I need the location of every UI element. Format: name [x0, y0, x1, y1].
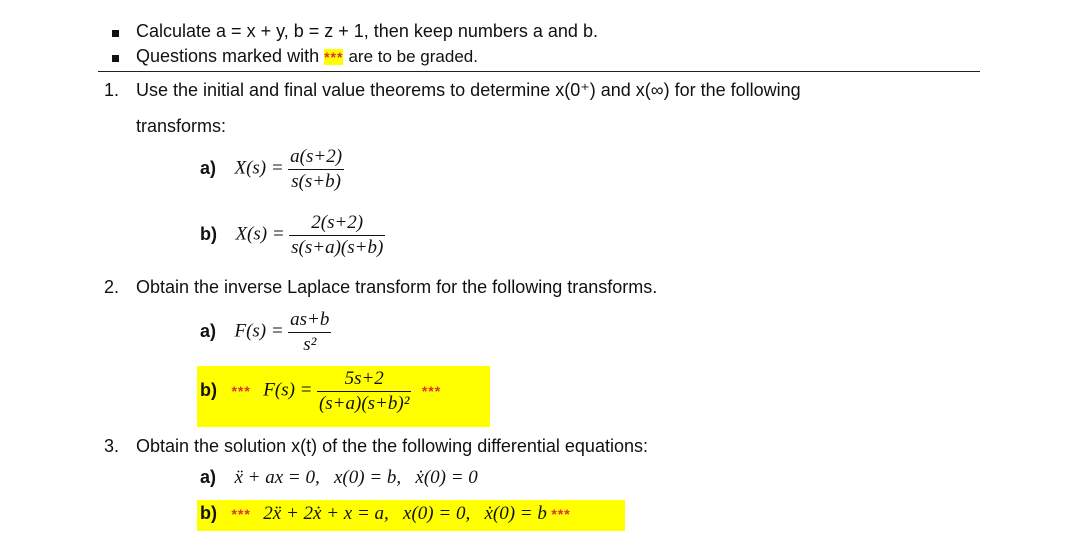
q1-text-continued: transforms:	[136, 116, 227, 136]
graded-suffix: are to be graded.	[348, 47, 478, 66]
q1a-equation	[200, 145, 344, 194]
q2a-numerator: as+b	[290, 309, 330, 330]
q2b-lhs: F(s) =	[263, 379, 313, 401]
q2b-stars-right: ***	[421, 382, 442, 399]
header-divider	[98, 71, 980, 72]
q3-text: Obtain the solution x(t) of the the following differential equations:	[136, 436, 648, 456]
q1-number: 1.	[104, 80, 120, 100]
instruction-calculate: Calculate a = x + y, b = z + 1, then keep numbers a and b.	[136, 21, 598, 41]
q2b-numerator: 5s+2	[344, 368, 384, 389]
instruction-graded	[136, 46, 478, 67]
q3-number: 3.	[104, 436, 120, 456]
q2-number: 2.	[104, 277, 120, 297]
q1b-denominator: s(s+a)(s+b)	[291, 237, 384, 258]
q2a-lhs: F(s) =	[234, 320, 284, 342]
q3a-label: a)	[200, 467, 217, 487]
graded-prefix: Questions marked with	[136, 46, 320, 66]
q3b-equation	[200, 503, 571, 525]
bullet-marker	[112, 55, 119, 62]
q2a-label: a)	[200, 320, 217, 341]
q1a-numerator: a(s+2)	[290, 146, 343, 167]
q1a-lhs: X(s) =	[234, 157, 284, 179]
q1b-label: b)	[200, 223, 217, 244]
q2-text: Obtain the inverse Laplace transform for the following transforms.	[136, 277, 658, 297]
q3b-stars-right: ***	[551, 506, 571, 522]
q1b-fraction	[289, 211, 385, 260]
q3b-stars-left: ***	[231, 506, 251, 522]
bullet-marker	[112, 30, 119, 37]
q2a-equation	[200, 308, 331, 357]
q2b-denominator: (s+a)(s+b)²	[318, 393, 410, 414]
q3a-expression: ẍ + ax = 0, x(0) = b, ẋ(0) = 0	[234, 467, 478, 488]
q1b-equation	[200, 211, 385, 260]
q3a-equation	[200, 467, 478, 489]
q1b-lhs: X(s) =	[235, 223, 285, 245]
q2b-label: b)	[200, 379, 217, 400]
q1a-fraction	[288, 145, 344, 194]
q2b-fraction	[317, 367, 411, 416]
q3b-expression: 2ẍ + 2ẋ + x = a, x(0) = 0, ẋ(0) = b	[263, 503, 547, 524]
q2a-fraction	[288, 308, 331, 357]
q1-text: Use the initial and final value theorems to determine x(0⁺) and x(∞) for the following	[136, 80, 801, 100]
q1a-label: a)	[200, 157, 217, 178]
graded-stars: ***	[324, 49, 344, 65]
q2a-denominator: s²	[303, 334, 317, 355]
q2b-equation	[200, 367, 441, 416]
q3b-label: b)	[200, 503, 217, 523]
q2b-stars-left: ***	[231, 382, 251, 399]
q1b-numerator: 2(s+2)	[311, 212, 364, 233]
q1a-denominator: s(s+b)	[291, 171, 341, 192]
